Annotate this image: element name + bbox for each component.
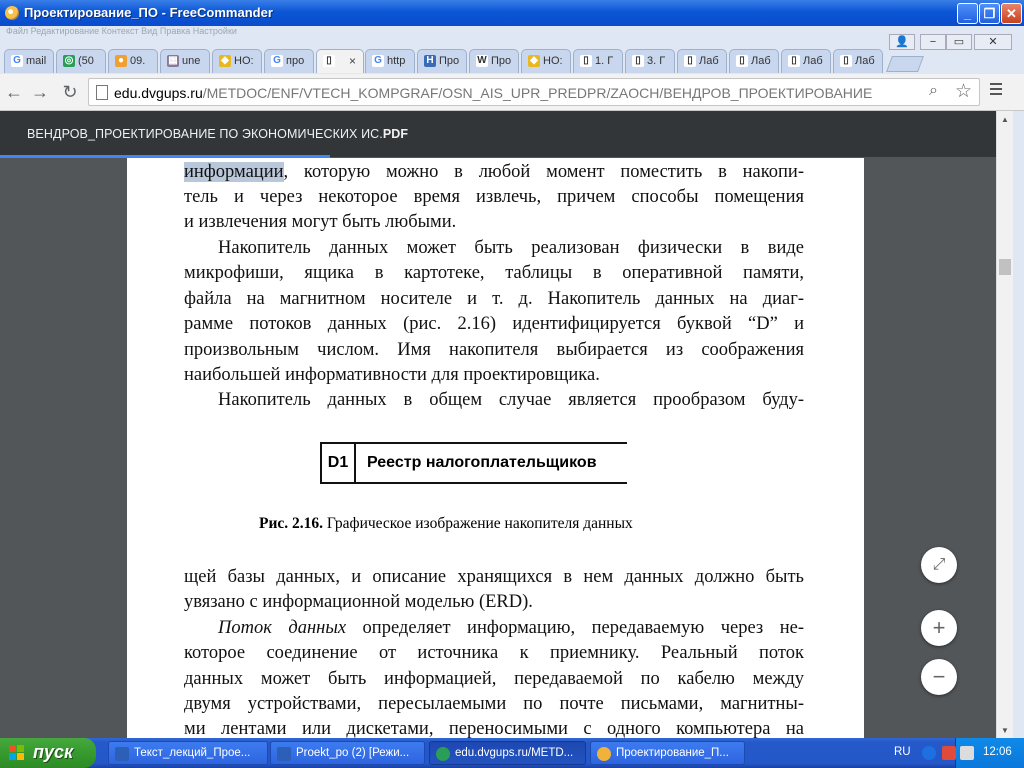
forward-arrow-icon[interactable]: → — [31, 82, 49, 102]
back-arrow-icon[interactable]: ← — [5, 82, 23, 102]
chrome-icon: ◎ — [64, 55, 74, 66]
text-line: микрофиши, ящика в картотеке, таблицы в оперативной памяти, — [184, 263, 804, 283]
document-icon: ▯ — [684, 55, 696, 67]
scroll-thumb[interactable] — [999, 259, 1011, 275]
windows-flag-icon — [9, 745, 25, 761]
taskbar-button[interactable] — [108, 741, 268, 765]
text-line: щей базы данных, и описание хранящихся в нем данных должно быть — [184, 567, 804, 587]
data-store-name: Реестр налогоплательщиков — [367, 454, 597, 471]
wikipedia-icon: W — [477, 55, 487, 66]
tab[interactable] — [108, 49, 158, 73]
chrome-menu-icon[interactable] — [990, 83, 1002, 98]
google-icon: G — [271, 55, 283, 67]
photo-icon: ▦ — [168, 55, 178, 66]
shield-icon: ◆ — [528, 55, 540, 67]
browser-toolbar — [0, 74, 1024, 111]
tab[interactable] — [417, 49, 467, 73]
new-tab-button[interactable] — [886, 56, 924, 72]
word-icon — [277, 747, 291, 761]
fit-to-page-button[interactable]: ⤢ — [921, 547, 957, 583]
tab[interactable] — [521, 49, 571, 73]
tab-label: Лаб — [751, 55, 771, 67]
tab-label: Про — [439, 55, 460, 67]
text-line: увязано с информационной моделью (ERD). — [184, 592, 533, 612]
tab[interactable] — [469, 49, 519, 73]
zoom-in-button[interactable]: + — [921, 610, 957, 646]
text-line: тель и через некоторое время извлечь, причем способы помещения — [184, 187, 804, 207]
window-title-bar[interactable] — [0, 0, 1024, 26]
background-menu-ghost: Файл Редактирование Контекст Вид Правка Настройки — [6, 26, 237, 36]
text-line: файла на магнитном носителе и т. д. Накопитель данных на диаг- — [184, 289, 804, 309]
tab[interactable] — [781, 49, 831, 73]
text-line: данных может быть информацией, передаваемой по кабелю между — [184, 669, 804, 689]
start-button[interactable] — [0, 738, 96, 768]
profile-button[interactable]: 👤 — [889, 34, 915, 50]
taskbar-button-label: Текст_лекций_Прое... — [134, 747, 251, 759]
tab-label: Про — [491, 55, 512, 67]
zoom-out-button[interactable]: − — [921, 659, 957, 695]
tab-label: 09. — [130, 55, 146, 67]
network-icon[interactable] — [960, 746, 974, 760]
bookmark-star-icon[interactable]: ☆ — [955, 81, 973, 102]
chrome-icon — [436, 747, 450, 761]
vertical-scrollbar[interactable] — [996, 111, 1014, 738]
tab[interactable] — [264, 49, 314, 73]
tab[interactable] — [316, 49, 364, 73]
scroll-up-arrow-icon[interactable]: ▲ — [1001, 115, 1009, 124]
text-line: Накопитель данных в общем случае является прообразом буду- — [218, 390, 804, 410]
data-store-figure — [320, 442, 627, 484]
tab-label: НО: — [234, 55, 254, 67]
pdf-page — [127, 158, 864, 738]
text-line: Поток данных определяет информацию, передаваемую через не- — [218, 618, 804, 638]
taskbar-button-label: Проектирование_П... — [616, 747, 729, 759]
tab[interactable] — [4, 49, 54, 73]
tab-close-icon[interactable]: × — [349, 54, 357, 68]
tab-label: Лаб — [699, 55, 719, 67]
tab[interactable] — [212, 49, 262, 73]
document-icon: ▯ — [736, 55, 748, 67]
text-line: рамме потоков данных (рис. 2.16) идентифицируется буквой “D” и — [184, 314, 804, 334]
document-icon: ▯ — [632, 55, 644, 67]
word-icon — [115, 747, 129, 761]
url-text[interactable]: edu.dvgups.ru/METDOC/ENF/VTECH_KOMPGRAF/OSN_AIS_UPR_PREDPR/ZAOCH/ВЕНДРОВ_ПРОЕКТИРОВАНИЕ — [114, 85, 873, 101]
document-icon: ▯ — [323, 55, 335, 67]
start-label: пуск — [33, 742, 74, 762]
chrome-close-button[interactable]: ✕ — [974, 34, 1012, 50]
tray-arrow-icon[interactable] — [922, 746, 936, 760]
taskbar — [0, 738, 1024, 768]
shield-icon: ◆ — [219, 55, 231, 67]
tab[interactable] — [833, 49, 883, 73]
text-line: и извлечения могут быть любыми. — [184, 212, 457, 232]
clock: 12:06 — [983, 746, 1012, 758]
taskbar-button[interactable] — [590, 741, 745, 765]
tab-label: НО: — [543, 55, 563, 67]
text-line: информации, которую можно в любой момент поместить в накопи- — [184, 162, 804, 182]
document-icon: ▯ — [788, 55, 800, 67]
maximize-button[interactable]: ❐ — [979, 3, 1000, 24]
close-button[interactable]: ✕ — [1001, 3, 1022, 24]
freecommander-icon — [597, 747, 611, 761]
antivirus-icon[interactable] — [942, 746, 956, 760]
tab[interactable] — [160, 49, 210, 73]
tab[interactable] — [573, 49, 623, 73]
reload-icon[interactable]: ↻ — [62, 82, 78, 102]
text-line: наибольшей информативности для проектировщика. — [184, 365, 600, 385]
background-window-edge — [1013, 111, 1024, 738]
window-title: Проектирование_ПО - FreeCommander — [24, 5, 273, 20]
address-bar[interactable] — [88, 78, 980, 106]
google-icon: G — [372, 55, 384, 67]
orange-circle-icon: ● — [115, 55, 127, 67]
figure-caption: Рис. 2.16. Графическое изображение накопителя данных — [259, 515, 633, 532]
taskbar-button-label: edu.dvgups.ru/METD... — [455, 747, 574, 759]
document-icon: ▯ — [580, 55, 592, 67]
document-icon: ▯ — [840, 55, 852, 67]
tab[interactable] — [56, 49, 106, 73]
tab[interactable] — [365, 49, 415, 73]
text-line: которое соединение от источника к приемнику. Реальный поток — [184, 643, 804, 663]
minimize-button[interactable]: _ — [957, 3, 978, 24]
scroll-down-arrow-icon[interactable]: ▼ — [1001, 726, 1009, 735]
freecommander-icon — [5, 6, 19, 20]
text-line: Накопитель данных может быть реализован физически в виде — [218, 238, 804, 258]
language-indicator[interactable]: RU — [894, 746, 911, 758]
chrome-restore-button[interactable]: ▭ — [946, 34, 972, 50]
tab-label: 1. Г — [595, 55, 614, 67]
zoom-icon[interactable]: ⌕ — [929, 82, 938, 99]
text-line: ми лентами или дискетами, переносимыми с одного компьютера на — [184, 719, 804, 738]
taskbar-button[interactable] — [429, 741, 586, 765]
tab[interactable] — [729, 49, 779, 73]
text-line: произвольным числом. Имя накопителя выбирается из соображения — [184, 340, 804, 360]
tab-label: mail — [26, 55, 47, 67]
chrome-minimize-button[interactable]: − — [920, 34, 946, 50]
data-store-id: D1 — [322, 444, 356, 482]
tab[interactable] — [625, 49, 675, 73]
tab-label: une — [182, 55, 201, 67]
tab-label: 3. Г — [647, 55, 666, 67]
taskbar-button[interactable] — [270, 741, 425, 765]
pdf-toolbar — [0, 111, 996, 157]
h-icon: H — [424, 55, 436, 67]
pdf-viewport[interactable] — [0, 158, 996, 738]
selected-text: информации — [184, 162, 284, 182]
text-line: двумя устройствами, пересылаемыми по почте письмами, магнитны- — [184, 694, 804, 714]
pdf-filename: ВЕНДРОВ_ПРОЕКТИРОВАНИЕ ПО ЭКОНОМИЧЕСКИХ ИС.PDF — [27, 127, 409, 141]
tab-label: Лаб — [855, 55, 875, 67]
taskbar-button-label: Proekt_po (2) [Режи... — [296, 747, 410, 759]
tab-label: Лаб — [803, 55, 823, 67]
tab-label: http — [387, 55, 406, 67]
tab-label: (50 — [78, 55, 94, 67]
tab-label: про — [286, 55, 305, 67]
google-icon: G — [11, 55, 23, 67]
page-icon — [96, 85, 108, 100]
tab[interactable] — [677, 49, 727, 73]
